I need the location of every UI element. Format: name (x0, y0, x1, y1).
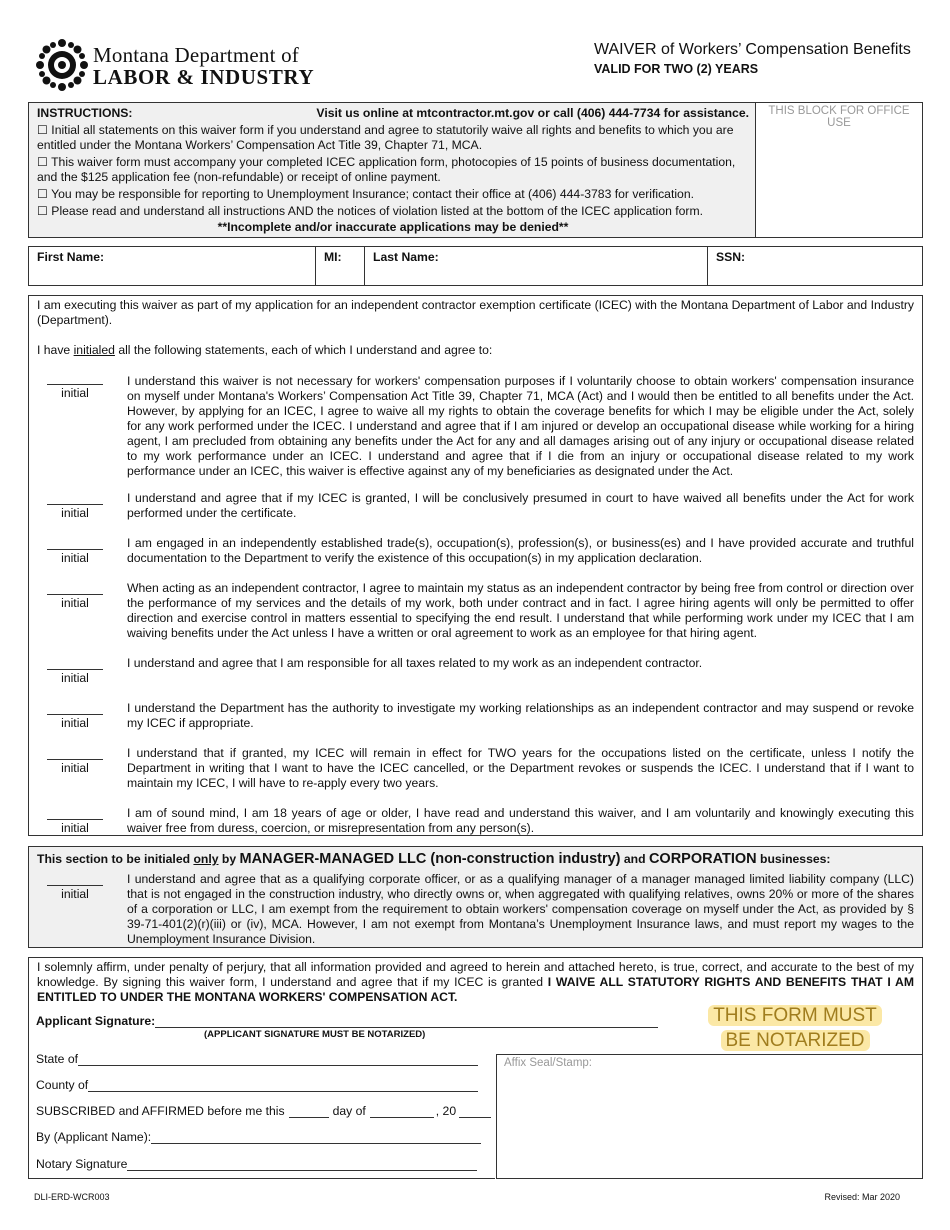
notary-signature-label: Notary Signature (36, 1157, 128, 1171)
signature-note: (APPLICANT SIGNATURE MUST BE NOTARIZED) (204, 1029, 426, 1040)
revised-date: Revised: Mar 2020 (824, 1192, 900, 1202)
initial-line[interactable] (47, 384, 103, 385)
state-field (36, 1052, 478, 1066)
notary-seal-box (496, 1054, 923, 1179)
department-name (93, 44, 314, 88)
affirmation-text (37, 960, 914, 1005)
last-name-field[interactable] (365, 247, 708, 285)
form-subtitle: VALID FOR TWO (2) YEARS (594, 62, 759, 76)
office-use-block (756, 103, 922, 237)
waiver-intro: I am executing this waiver as part of my application for an independent contractor exemption certificate (ICEC) with the Montana Department of Labor and Industry (Department). (37, 298, 914, 327)
subscribed-label-1: SUBSCRIBED and AFFIRMED before me this (36, 1104, 285, 1118)
state-input-line[interactable] (78, 1053, 478, 1066)
instructions-block (28, 102, 923, 238)
llc-head-only: only (193, 852, 219, 866)
county-label: County of (36, 1078, 89, 1092)
initial-label: initial (61, 887, 89, 901)
statement-text: I understand that if granted, my ICEC will remain in effect for TWO years for the occupations listed on the certificate, unless I notify the Department in writing that I want to have the ICEC cancelled, or the Department revokes or suspends the ICEC. I understand that if I want to maintain my ICEC, I will have to re-apply every two years. (127, 746, 914, 790)
department-name-line1: Montana Department of (93, 43, 299, 67)
instruction-item: ☐ This waiver form must accompany your completed ICEC application form, photocopies of 15 points of business documentation, and the $125 application fee (non-refundable) or receipt of online payment. (37, 155, 736, 184)
incomplete-warning: **Incomplete and/or inaccurate applications may be denied** (217, 220, 569, 234)
state-label: State of (36, 1052, 79, 1066)
instructions-content (29, 103, 756, 237)
initial-label: initial (61, 761, 89, 775)
initialed-pre: I have (37, 343, 74, 357)
notarize-notice (700, 1003, 890, 1053)
notary-signature-field (36, 1157, 477, 1171)
department-name-line2: LABOR & INDUSTRY (93, 65, 315, 89)
initial-line[interactable] (47, 504, 103, 505)
initial-line[interactable] (47, 594, 103, 595)
ssn-field[interactable] (708, 247, 922, 285)
subscribed-field (36, 1104, 491, 1118)
first-name-label: First Name: (37, 250, 105, 264)
applicant-signature-label: Applicant Signature: (36, 1014, 156, 1028)
applicant-name-row (28, 246, 923, 286)
department-seal-logo (34, 37, 90, 93)
initial-label: initial (61, 716, 89, 730)
llc-head-by: by (218, 852, 240, 866)
year-input-line[interactable] (459, 1105, 491, 1118)
llc-head-pre: This section to be initialed (37, 852, 194, 866)
initial-line[interactable] (47, 885, 103, 886)
affirmation-bottom-border (28, 1178, 495, 1179)
statement-text: When acting as an independent contractor, I agree to maintain my status as an independent contractor by being free from control or direction over the performance of my services and the details of my work, both under contract and in fact. I agree hiring agents will only be permitted to offer direction and exercise control in matters essential to specifying the end result. I understand that while performing work under my ICEC that I am waiving benefits under the Act unless I have a written or oral agreement to work as an employee for that hiring agent. (127, 581, 914, 640)
form-title-block (594, 40, 914, 76)
initial-line[interactable] (47, 669, 103, 670)
notarize-notice-line1: THIS FORM MUST (708, 1005, 882, 1026)
applicant-name-input-line[interactable] (151, 1131, 481, 1144)
llc-corporation-section (28, 846, 923, 948)
instruction-item: ☐ Initial all statements on this waiver form if you understand and agree to statutorily waive all rights and benefits to which you are entitled under the Montana Workers’ Compensation Act Title 39, Chapter 71, MCA. (37, 123, 734, 152)
instruction-item: ☐ Please read and understand all instructions AND the notices of violation listed at the bottom of the ICEC application form. (37, 204, 704, 218)
form-title: WAIVER of Workers’ Compensation Benefits (594, 41, 911, 58)
notary-signature-input-line[interactable] (127, 1158, 477, 1171)
statement-text: I am of sound mind, I am 18 years of age or older, I have read and understand this waiver, and I am voluntarily and knowingly executing this waiver free from duress, coercion, or misrepresentation from any person(s). (127, 806, 914, 835)
llc-statement-text: I understand and agree that as a qualifying corporate officer, or as a qualifying manager of a manager managed limited liability company (LLC) that is not engaged in the construction industry, who directly owns or, when aggregated with qualifying relatives, owns 20% or more of the shares of a corporation or LLC, I am exempt from the requirement to obtain workers' compensation coverage on myself under the Act, as provided by § 39-71-401(2)(r)(iii) or (iv), MCA. However, I am not exempt from Montana’s Unemployment Insurance laws, and must report my wages to the Unemployment Insurance Division. (127, 872, 914, 946)
applicant-signature-row (36, 1014, 658, 1028)
statement-text: I understand this waiver is not necessary for workers' compensation purposes if I voluntarily choose to obtain workers' compensation insurance on myself under Montana's Workers’ Compensation Act Title 39, Chapter 71, MCA (Act) and I would then be entitled to all benefits under the Act. However, by applying for an ICEC, I agree to waive all my rights to obtain the coverage benefits for which I may be eligible under the Act, solely for any work performed under the ICEC. I understand and agree that if I am injured or develop an occupational disease while working for a hiring agent, I am precluded from obtaining any benefits under the Act for any and all damages arising out of any injury or occupational disease related to my work performance under an ICEC. I understand and agree that if I die from an injury or occupational disease related to my work performance under an ICEC, this waiver is effective against any of my beneficiaries as designated under the Act. (127, 374, 914, 478)
applicant-signature-line[interactable] (155, 1015, 658, 1028)
ssn-label: SSN: (716, 250, 746, 264)
llc-head-corporation: CORPORATION (648, 851, 757, 867)
llc-head-post: businesses: (756, 852, 831, 866)
affirmation-text-pre: I solemnly affirm, under penalty of perjury, that all information provided and agreed to herein and attached hereto, is true, correct, and accurate to the best of my knowledge. By signing this waiver form, I understand and agree that if my ICEC is granted (37, 960, 914, 989)
last-name-label: Last Name: (373, 250, 439, 264)
initial-label: initial (61, 386, 89, 400)
middle-initial-field[interactable] (316, 247, 365, 285)
statement-text: I understand the Department has the authority to investigate my working relationships as an independent contractor and may suspend or revoke my ICEC if appropriate. (127, 701, 914, 730)
middle-initial-label: MI: (324, 250, 342, 264)
month-input-line[interactable] (370, 1105, 434, 1118)
initial-label: initial (61, 551, 89, 565)
day-input-line[interactable] (289, 1105, 329, 1118)
llc-head-manager-managed: MANAGER-MANAGED LLC (non-construction industry) (239, 851, 621, 867)
initial-label: initial (61, 596, 89, 610)
initialed-post: all the following statements, each of which I understand and agree to: (114, 343, 493, 357)
llc-head-and: and (620, 852, 649, 866)
initialed-word: initialed (73, 343, 115, 357)
initial-line[interactable] (47, 714, 103, 715)
instruction-item: ☐ You may be responsible for reporting to Unemployment Insurance; contact their office at (406) 444-3783 for verification. (37, 187, 694, 201)
subscribed-label-2: day of (332, 1104, 366, 1118)
county-input-line[interactable] (88, 1079, 478, 1092)
statement-text: I understand and agree that if my ICEC is granted, I will be conclusively presumed in court to have waived all benefits under the Act for work performed under the certificate. (127, 491, 914, 520)
assistance-contact: Visit us online at mtcontractor.mt.gov or call (406) 444-7734 for assistance. (316, 106, 749, 120)
initial-line[interactable] (47, 759, 103, 760)
form-id: DLI-ERD-WCR003 (34, 1192, 110, 1202)
initial-line[interactable] (47, 819, 103, 820)
notarize-notice-line2: BE NOTARIZED (721, 1030, 870, 1051)
initialed-instruction (37, 343, 914, 358)
initial-label: initial (61, 671, 89, 685)
initial-line[interactable] (47, 549, 103, 550)
initial-label: initial (61, 506, 89, 520)
initial-label: initial (61, 821, 89, 835)
seal-label: Affix Seal/Stamp: (504, 1057, 592, 1069)
subscribed-label-3: , 20 (435, 1104, 457, 1118)
llc-section-heading (37, 849, 914, 869)
statement-text: I am engaged in an independently established trade(s), occupation(s), profession(s), or business(es) and I have provided accurate and truthful documentation to the Department to verify the existence of this occupation(s) in my application declaration. (127, 536, 914, 565)
waiver-statements-section (28, 295, 923, 836)
county-field (36, 1078, 478, 1092)
affirmation-text-bold: I WAIVE ALL STATUTORY RIGHTS AND BENEFITS THAT I AM ENTITLED TO UNDER THE MONTANA WORKERS' COMPENSATION ACT. (37, 975, 914, 1004)
instructions-label: INSTRUCTIONS: (37, 106, 133, 120)
applicant-name-field (36, 1130, 481, 1144)
first-name-field[interactable] (29, 247, 316, 285)
by-applicant-name-label: By (Applicant Name): (36, 1130, 152, 1144)
statement-text: I understand and agree that I am responsible for all taxes related to my work as an independent contractor. (127, 656, 703, 670)
office-use-label: THIS BLOCK FOR OFFICE USE (768, 105, 910, 129)
